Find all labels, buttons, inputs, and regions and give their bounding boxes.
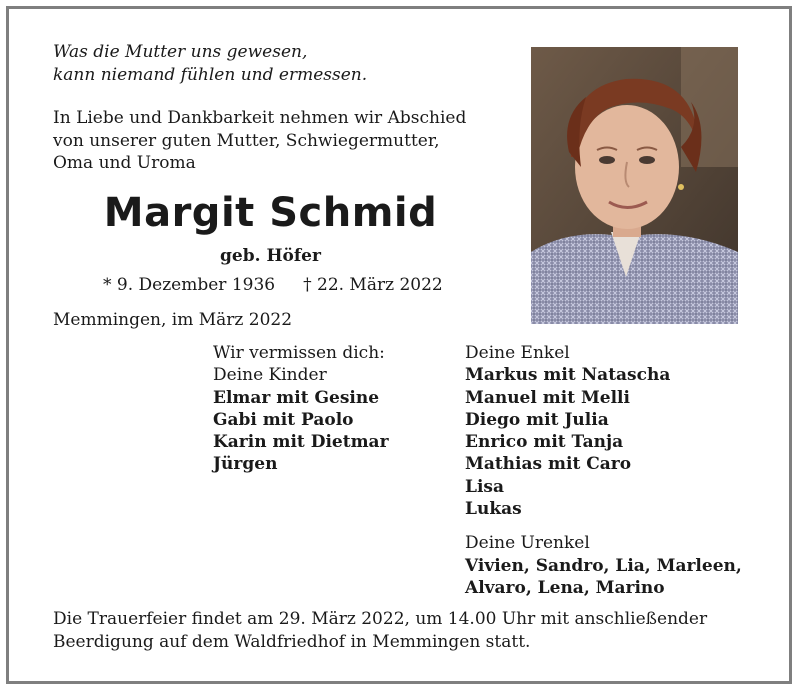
list-item: Enrico mit Tanja bbox=[465, 432, 624, 453]
quote-line: Was die Mutter uns gewesen, bbox=[53, 42, 308, 62]
funeral-info bbox=[53, 608, 707, 653]
miss-you-line: Wir vermissen dich: bbox=[213, 343, 385, 363]
portrait-illustration bbox=[531, 47, 738, 324]
list-item: Gabi mit Paolo bbox=[213, 409, 354, 430]
portrait-photo bbox=[531, 47, 738, 324]
deceased-name: Margit Schmid bbox=[103, 190, 438, 236]
quote-line: kann niemand fühlen und ermessen. bbox=[53, 65, 368, 85]
list-item: Manuel mit Melli bbox=[465, 387, 630, 408]
list-item: Lisa bbox=[465, 476, 504, 497]
list-item: Alvaro, Lena, Marino bbox=[465, 577, 665, 598]
list-item: Elmar mit Gesine bbox=[213, 387, 380, 408]
list-item: Jürgen bbox=[213, 454, 278, 475]
list-item: Karin mit Dietmar bbox=[213, 432, 389, 453]
list-item: Lukas bbox=[465, 499, 522, 520]
children-label: Deine Kinder bbox=[213, 365, 327, 386]
farewell-intro bbox=[53, 107, 466, 175]
memorial-quote bbox=[53, 41, 367, 87]
death-date: † 22. März 2022 bbox=[303, 275, 443, 295]
place-date: Memmingen, im März 2022 bbox=[53, 310, 293, 330]
intro-line: In Liebe und Dankbarkeit nehmen wir Abschied bbox=[53, 108, 467, 128]
list-item: Vivien, Sandro, Lia, Marleen, bbox=[465, 555, 742, 576]
funeral-line: Beerdigung auf dem Waldfriedhof in Memmingen statt. bbox=[53, 631, 531, 652]
birth-date: * 9. Dezember 1936 bbox=[103, 275, 276, 295]
life-dates bbox=[103, 275, 443, 295]
funeral-line: Die Trauerfeier findet am 29. März 2022, um 14.00 Uhr mit anschließender bbox=[53, 609, 708, 629]
grandchildren-label: Deine Enkel bbox=[465, 343, 570, 363]
mourners-right-column bbox=[465, 342, 742, 599]
great-grandchildren-label: Deine Urenkel bbox=[465, 533, 590, 554]
intro-line: von unserer guten Mutter, Schwiegermutter, bbox=[53, 130, 440, 151]
intro-line: Oma und Uroma bbox=[53, 153, 196, 173]
list-item: Mathias mit Caro bbox=[465, 454, 632, 475]
birth-name: geb. Höfer bbox=[220, 246, 321, 266]
list-item: Diego mit Julia bbox=[465, 409, 609, 430]
list-item: Markus mit Natascha bbox=[465, 365, 671, 386]
mourners-left-column bbox=[213, 342, 389, 476]
